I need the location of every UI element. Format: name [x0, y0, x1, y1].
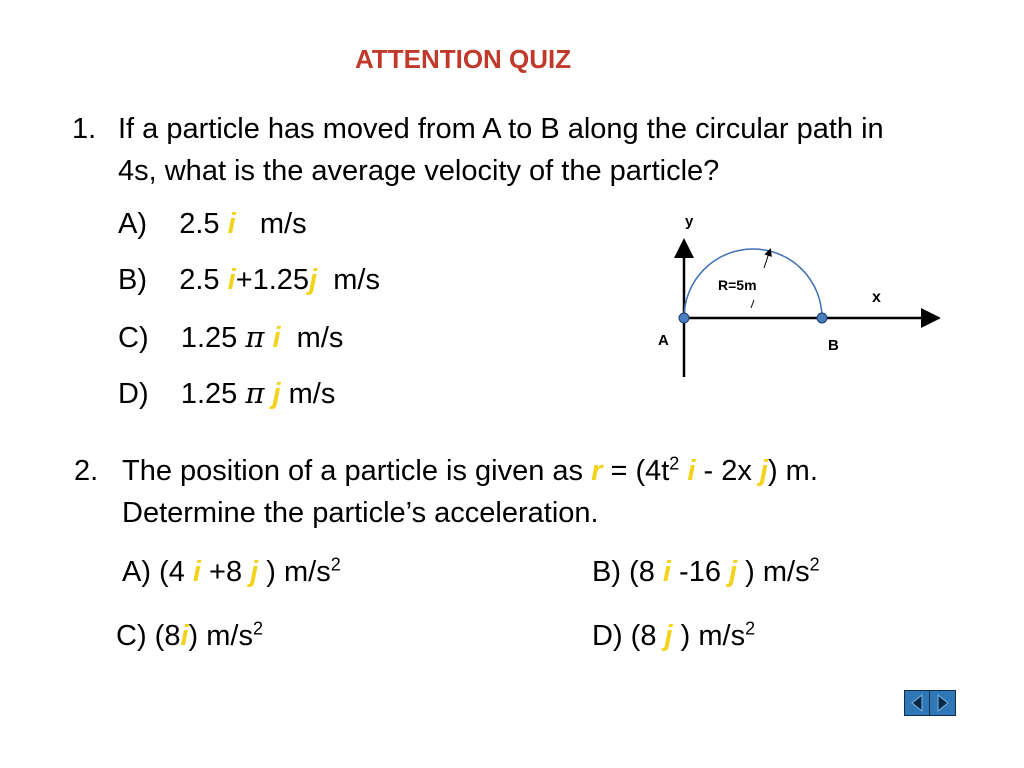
q2-text-line-1 — [122, 451, 818, 491]
position-vector-r: r — [591, 455, 603, 487]
q1-option-b[interactable] — [118, 264, 380, 297]
prev-slide-button[interactable] — [905, 691, 930, 715]
option-label: A) — [118, 208, 147, 240]
x-axis-label: x — [872, 289, 881, 306]
pi-symbol: π — [245, 376, 265, 410]
radius-arrow-top — [764, 250, 770, 268]
option-unit: ) m/s — [745, 556, 810, 588]
q2-text: ) m. — [767, 455, 818, 487]
unit-vector-j: j — [272, 378, 281, 410]
q2-number: 2. — [74, 455, 99, 487]
q2-text: = (4t — [610, 455, 670, 487]
unit-vector-j: j — [250, 556, 259, 588]
point-a-marker — [679, 313, 689, 323]
option-text: D) (8 — [592, 620, 657, 652]
q2-option-a[interactable] — [122, 556, 341, 589]
option-unit: m/s — [288, 378, 336, 410]
unit-vector-j: j — [729, 556, 738, 588]
unit-vector-i: i — [227, 264, 236, 296]
q1-text-line-1: If a particle has moved from A to B along the circular path in — [118, 113, 884, 145]
point-a-label: A — [658, 332, 669, 349]
q2-text: - 2x — [703, 455, 752, 487]
next-arrow-icon — [930, 691, 955, 715]
q2-text-line-2: Determine the particle’s acceleration. — [122, 497, 599, 529]
y-axis-label: y — [685, 213, 694, 230]
option-value: +1.25 — [235, 264, 310, 296]
option-unit: ) m/s — [680, 620, 746, 652]
exponent: 2 — [252, 618, 263, 639]
option-text: A) (4 — [122, 556, 185, 588]
unit-vector-i: i — [227, 208, 236, 240]
unit-vector-i: i — [687, 455, 696, 487]
slide-navigation — [904, 690, 956, 716]
option-unit: m/s — [259, 208, 307, 240]
q2-text: The position of a particle is given as — [122, 455, 584, 487]
option-value: +8 — [209, 556, 243, 588]
pi-symbol: π — [245, 320, 265, 354]
option-unit: ) m/s — [266, 556, 331, 588]
exponent: 2 — [669, 453, 680, 474]
q1-option-d[interactable] — [118, 376, 335, 411]
exponent: 2 — [330, 554, 341, 575]
option-value: 2.5 — [179, 264, 220, 296]
option-text: B) (8 — [592, 556, 655, 588]
option-label: D) — [118, 378, 149, 410]
option-text: C) (8 — [116, 620, 181, 652]
q2-option-c[interactable] — [116, 620, 263, 653]
q2-option-d[interactable] — [592, 620, 755, 653]
option-value: -16 — [679, 556, 721, 588]
q2-option-b[interactable] — [592, 556, 820, 589]
q1-text-line-2: 4s, what is the average velocity of the particle? — [118, 155, 720, 187]
option-value: 2.5 — [179, 208, 220, 240]
unit-vector-i: i — [192, 556, 201, 588]
option-label: B) — [118, 264, 147, 296]
option-value: 1.25 — [180, 322, 238, 354]
exponent: 2 — [745, 618, 756, 639]
unit-vector-i: i — [272, 322, 281, 354]
q1-option-c[interactable] — [118, 320, 343, 355]
point-b-marker — [817, 313, 827, 323]
option-unit: m/s — [333, 264, 380, 296]
unit-vector-i: i — [180, 620, 189, 652]
radius-label: R=5m — [718, 277, 757, 293]
unit-vector-j: j — [759, 455, 768, 487]
q1-number: 1. — [72, 113, 97, 145]
point-b-label: B — [828, 337, 839, 354]
exponent: 2 — [809, 554, 820, 575]
prev-arrow-icon — [905, 691, 930, 715]
next-slide-button[interactable] — [930, 691, 955, 715]
quiz-title: ATTENTION QUIZ — [355, 44, 572, 74]
option-label: C) — [118, 322, 149, 354]
radius-arrow-bottom — [751, 300, 754, 308]
unit-vector-j: j — [664, 620, 673, 652]
option-unit: m/s — [296, 322, 344, 354]
circular-path-diagram — [640, 205, 940, 385]
option-value: 1.25 — [180, 378, 238, 410]
unit-vector-j: j — [309, 264, 318, 296]
option-unit: ) m/s — [188, 620, 253, 652]
unit-vector-i: i — [662, 556, 671, 588]
q1-option-a[interactable] — [118, 208, 307, 241]
